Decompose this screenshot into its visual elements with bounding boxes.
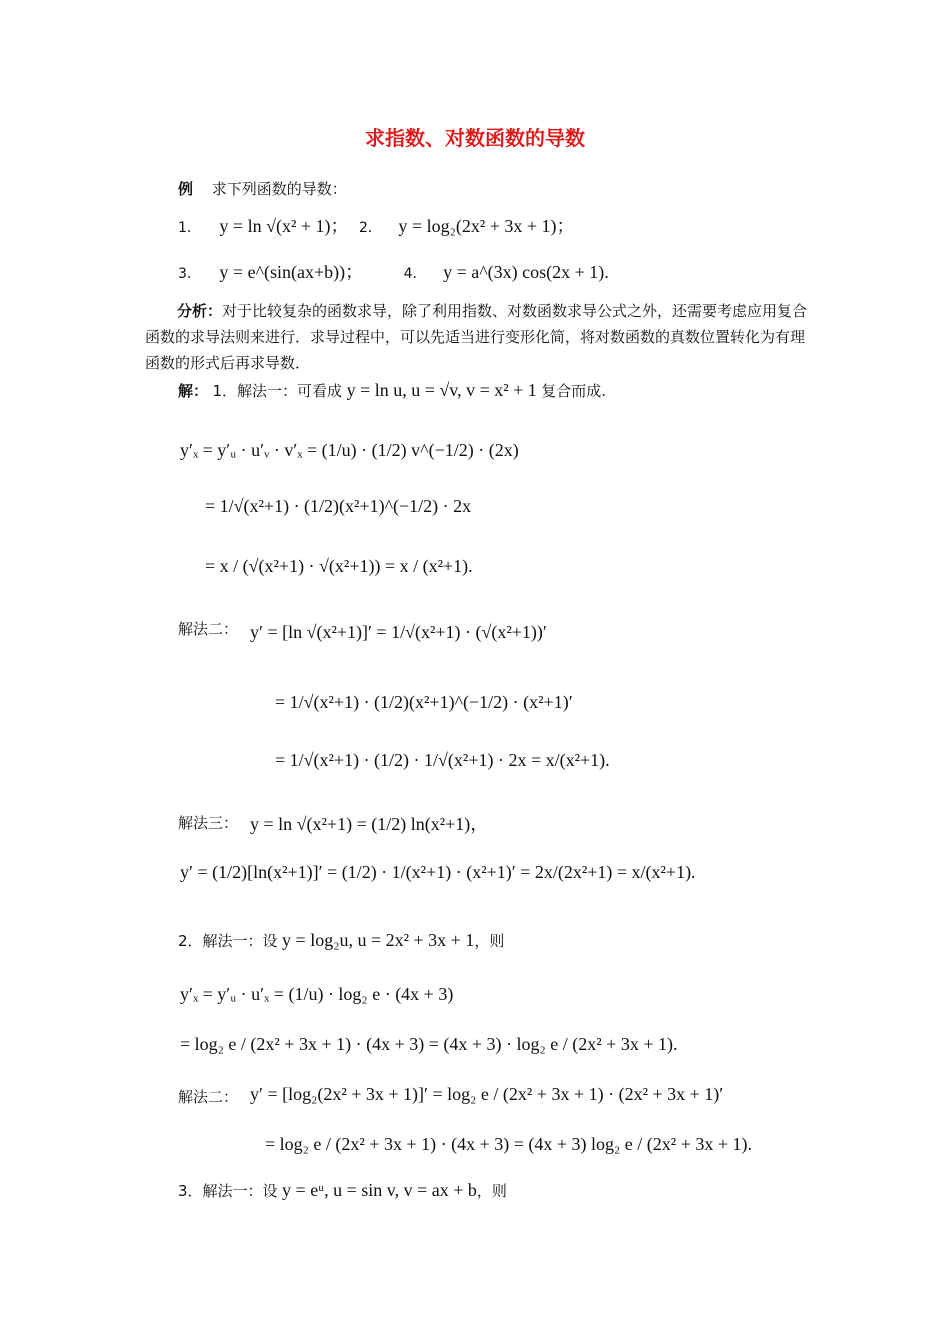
composition-tail: ，则 — [474, 932, 505, 950]
item-expression: y = log₂(2x² + 3x + 1) — [398, 216, 557, 236]
item-separator: ； — [330, 216, 349, 236]
solution-1-intro — [178, 380, 606, 401]
derivation-line: y′ = [ln √(x²+1)]′ = 1/√(x²+1) · (√(x²+1))′ — [250, 622, 547, 642]
method-3-label: 解法三： — [178, 814, 239, 832]
example-heading — [178, 178, 347, 199]
solution-1-method-1-intro: 1．解法一：可看成 — [212, 382, 343, 400]
item-expression: y = a^(3x) cos(2x + 1). — [443, 262, 609, 282]
example-row-1 — [178, 212, 575, 238]
derivation-line: y′ = (1/2)[ln(x²+1)]′ = (1/2) · 1/(x²+1) · (x²+1)′ = 2x/(2x²+1) = x/(x²+1). — [180, 862, 696, 882]
method-2-label: 解法二： — [178, 620, 239, 638]
derivation-line: = log₂ e / (2x² + 3x + 1) · (4x + 3) = (4x + 3) log₂ e / (2x² + 3x + 1). — [265, 1134, 752, 1154]
analysis-label: 分析： — [177, 302, 223, 320]
composition-tail: 复合而成. — [541, 382, 607, 400]
composition-expression: y = ln u, u = √v, v = x² + 1 — [346, 380, 537, 400]
example-prompt: 求下列函数的导数： — [211, 180, 347, 198]
derivation-line: = 1/√(x²+1) · (1/2)(x²+1)^(−1/2) · (x²+1)′ — [275, 692, 573, 712]
composition-expression: y = log₂u, u = 2x² + 3x + 1 — [282, 930, 475, 950]
derivation-line: y = ln √(x²+1) = (1/2) ln(x²+1)， — [250, 814, 489, 834]
item-separator: ； — [345, 262, 364, 282]
item-expression: y = e^(sin(ax+b)) — [219, 262, 346, 282]
item-number: 3． — [178, 266, 201, 282]
analysis-text: 对于比较复杂的函数求导，除了利用指数、对数函数求导公式之外，还需要考虑应用复合函数的求导法则来进行．求导过程中，可以先适当进行变形化简，将对数函数的真数位置转化为有理函数的形式后再求导数． — [145, 302, 808, 372]
derivation-line: y′ₓ = y′ᵤ · u′ᵥ · v′ₓ = (1/u) · (1/2) v^(−1/2) · (2x) — [180, 440, 519, 460]
example-row-2 — [178, 258, 609, 284]
derivation-line: = log₂ e / (2x² + 3x + 1) · (4x + 3) = (4x + 3) · log₂ e / (2x² + 3x + 1). — [180, 1034, 678, 1054]
solution-2-intro — [178, 930, 504, 951]
derivation-line: y′ = [log₂(2x² + 3x + 1)]′ = log₂ e / (2x² + 3x + 1) · (2x² + 3x + 1)′ — [250, 1084, 724, 1104]
analysis-paragraph — [145, 298, 810, 376]
item-expression: y = ln √(x² + 1) — [219, 216, 331, 236]
solution-3-method-1-intro: 3．解法一：设 — [178, 1182, 278, 1200]
derivation-line: y′ₓ = y′ᵤ · u′ₓ = (1/u) · log₂ e · (4x + 3) — [180, 984, 454, 1004]
derivation-line: = x / (√(x²+1) · √(x²+1)) = x / (x²+1). — [205, 556, 473, 576]
item-number: 2． — [359, 220, 382, 236]
item-separator: ； — [556, 216, 575, 236]
composition-tail: ，则 — [476, 1182, 507, 1200]
page-title: 求指数、对数函数的导数 — [365, 126, 585, 150]
solution-3-intro — [178, 1180, 507, 1201]
method-2-label: 解法二： — [178, 1088, 239, 1106]
composition-expression: y = eᵘ, u = sin v, v = ax + b — [282, 1180, 477, 1200]
example-label: 例 — [178, 180, 194, 198]
item-number: 4． — [403, 266, 427, 282]
solution-label: 解： — [178, 382, 209, 400]
derivation-line: = 1/√(x²+1) · (1/2) · 1/√(x²+1) · 2x = x/(x²+1). — [275, 750, 610, 770]
derivation-line: = 1/√(x²+1) · (1/2)(x²+1)^(−1/2) · 2x — [205, 496, 472, 516]
item-number: 1． — [178, 220, 201, 236]
solution-2-method-1-intro: 2．解法一：设 — [178, 932, 278, 950]
